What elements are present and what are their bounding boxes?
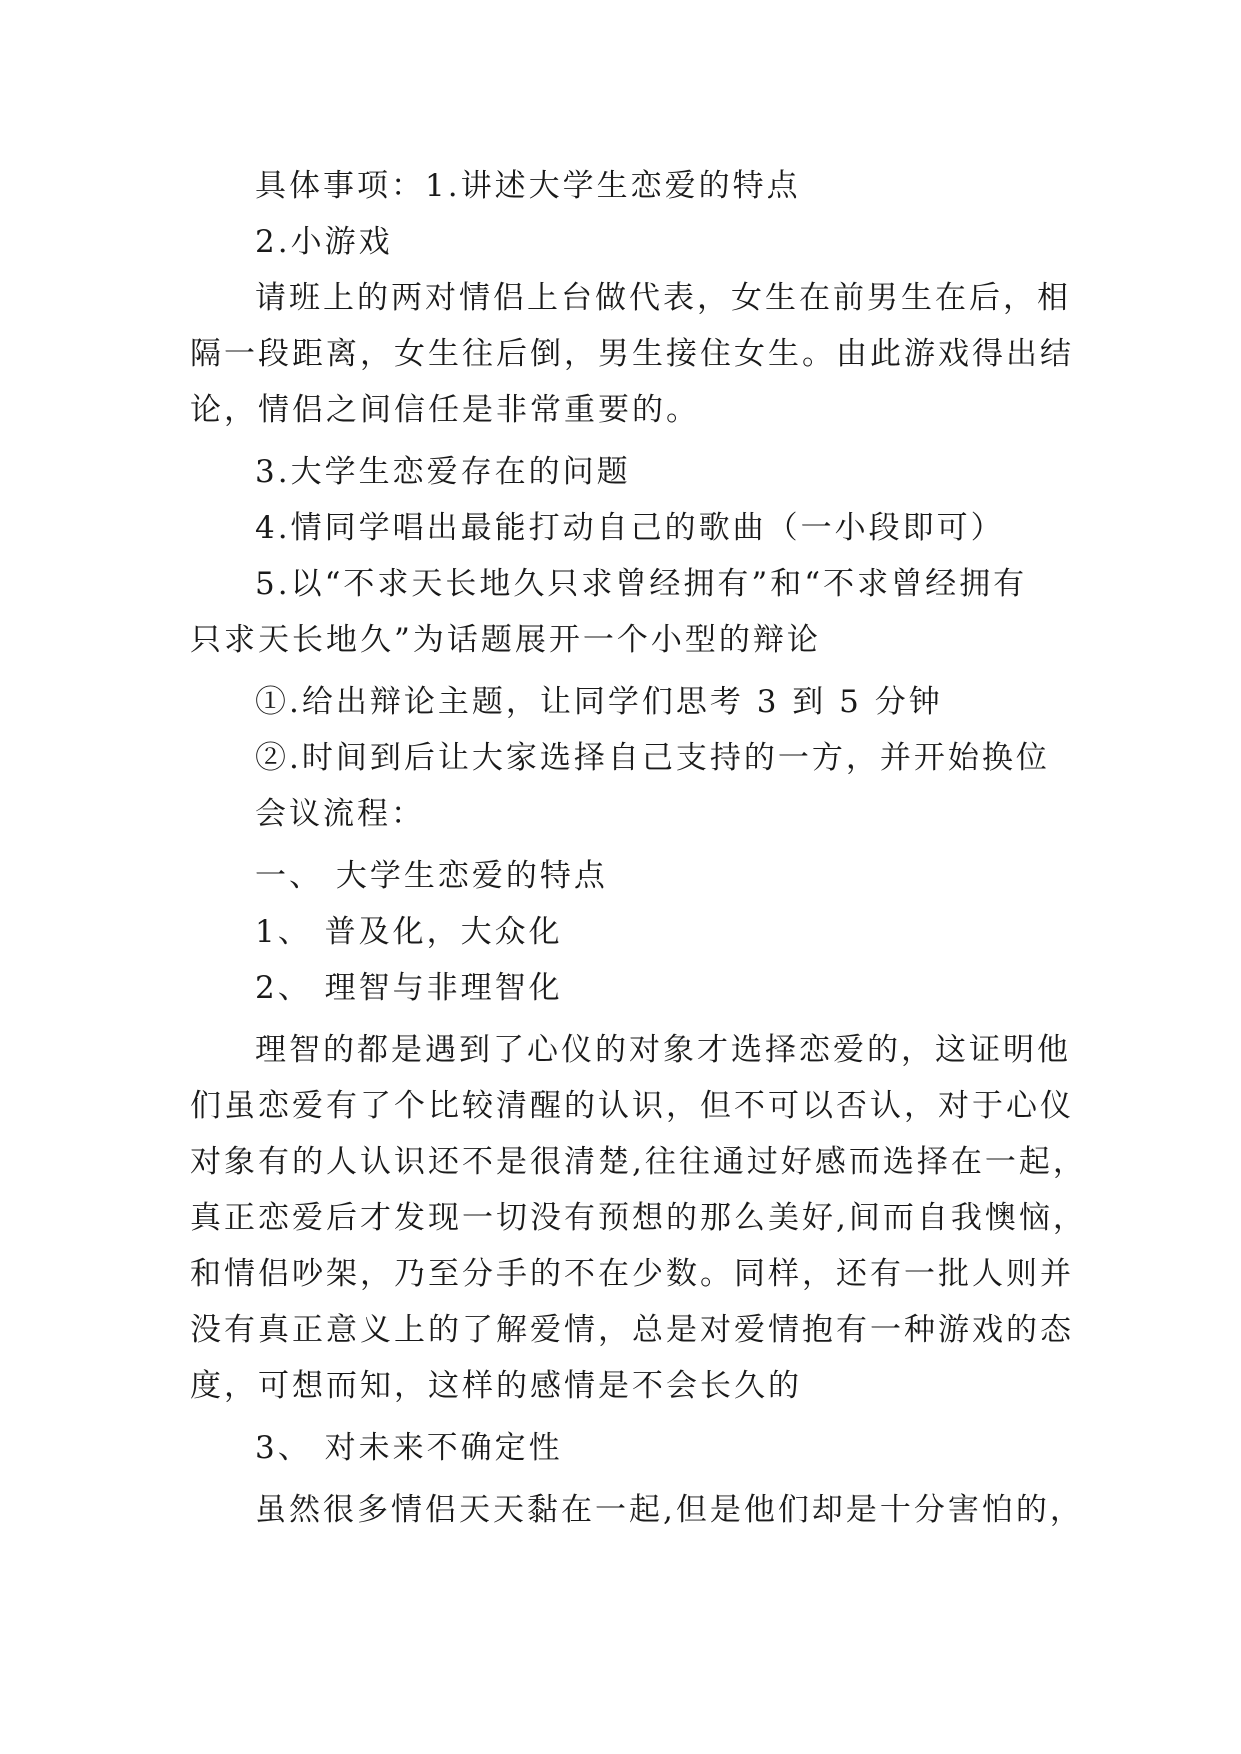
- paragraph-line: 理智的都是遇到了心仪的对象才选择恋爱的，这证明他: [255, 1032, 1071, 1068]
- paragraph-line: 真正恋爱后才发现一切没有预想的那么美好,间而自我懊恼，: [190, 1200, 1087, 1236]
- paragraph-line: 3.大学生恋爱存在的问题: [255, 454, 631, 490]
- paragraph-line: 2.小游戏: [255, 224, 393, 260]
- paragraph-line: 虽然很多情侣天天黏在一起,但是他们却是十分害怕的，: [255, 1492, 1084, 1528]
- list-item: 3、 对未来不确定性: [255, 1430, 563, 1466]
- paragraph-line: 论，情侣之间信任是非常重要的。: [190, 392, 700, 428]
- paragraph-line: 对象有的人认识还不是很清楚,往往通过好感而选择在一起，: [190, 1144, 1087, 1180]
- paragraph-line: 隔一段距离，女生往后倒，男生接住女生。由此游戏得出结: [190, 336, 1074, 372]
- paragraph-line: 5.以“不求天长地久只求曾经拥有”和“不求曾经拥有: [255, 566, 1028, 602]
- paragraph-line: 4.情同学唱出最能打动自己的歌曲（一小段即可）: [255, 510, 1005, 546]
- paragraph-line: 度，可想而知，这样的感情是不会长久的: [190, 1368, 802, 1404]
- paragraph-line: 没有真正意义上的了解爱情，总是对爱情抱有一种游戏的态: [190, 1312, 1074, 1348]
- paragraph-line: ①.给出辩论主题，让同学们思考 3 到 5 分钟: [255, 684, 943, 720]
- list-item: 2、 理智与非理智化: [255, 970, 563, 1006]
- paragraph-line: ②.时间到后让大家选择自己支持的一方，并开始换位: [255, 740, 1050, 776]
- paragraph-line: 只求天长地久”为话题展开一个小型的辩论: [190, 622, 821, 658]
- paragraph-line: 们虽恋爱有了个比较清醒的认识，但不可以否认，对于心仪: [190, 1088, 1074, 1124]
- paragraph-line: 和情侣吵架，乃至分手的不在少数。同样，还有一批人则并: [190, 1256, 1074, 1292]
- paragraph-line: 请班上的两对情侣上台做代表，女生在前男生在后，相: [255, 280, 1071, 316]
- section-heading: 一、 大学生恋爱的特点: [255, 858, 608, 894]
- list-item: 1、 普及化，大众化: [255, 914, 563, 950]
- paragraph-line: 具体事项：1.讲述大学生恋爱的特点: [255, 168, 801, 204]
- section-heading: 会议流程：: [255, 796, 425, 832]
